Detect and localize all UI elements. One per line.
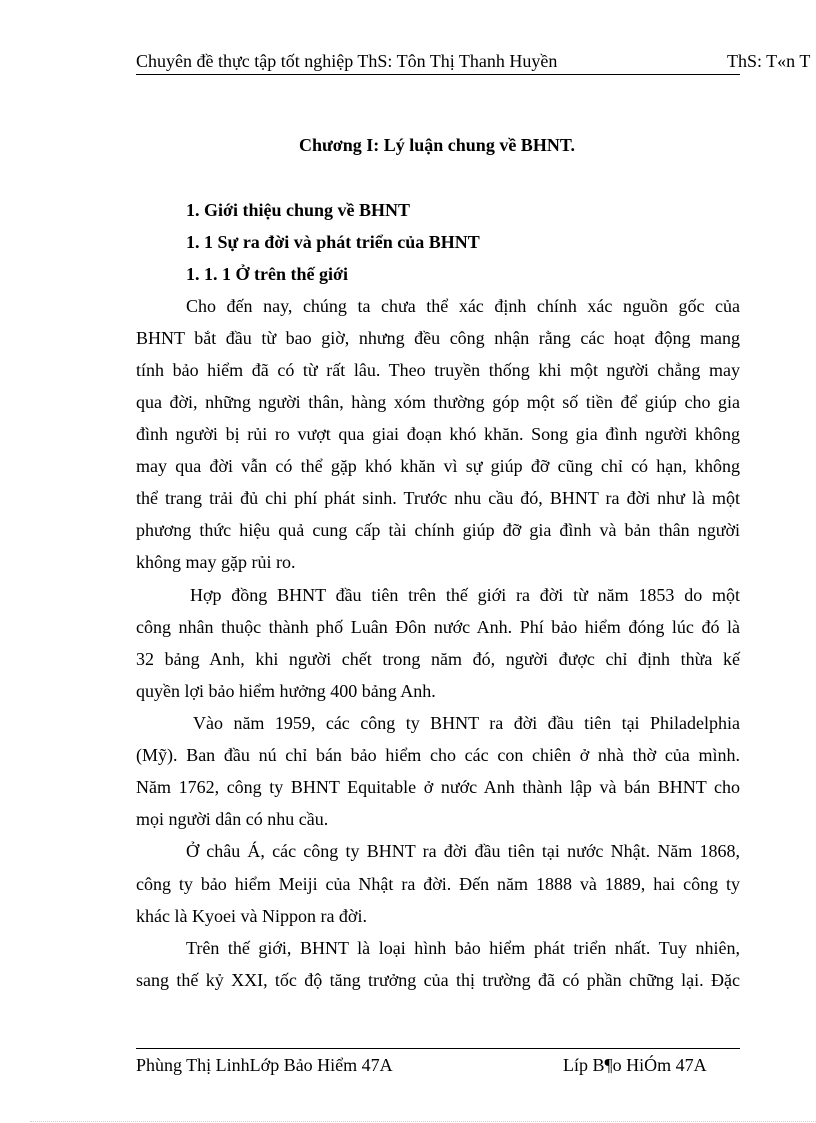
body-line: đình người bị rủi ro vượt qua giai đoạn khó khăn. Song gia đình người không bbox=[136, 424, 740, 444]
body-line: Năm 1762, công ty BHNT Equitable ở nước Anh thành lập và bán BHNT cho bbox=[136, 777, 740, 797]
body-line: mọi người dân có nhu cầu. bbox=[136, 809, 329, 829]
chapter-title: Chương I: Lý luận chung về BHNT. bbox=[298, 135, 575, 155]
body-line: (Mỹ). Ban đầu nú chỉ bán bảo hiểm cho các con chiên ở nhà thờ của mình. bbox=[136, 745, 740, 765]
body-line: Trên thế giới, BHNT là loại hình bảo hiểm phát triển nhất. Tuy nhiên, bbox=[186, 938, 740, 958]
body-line: Cho đến nay, chúng ta chưa thể xác định chính xác nguồn gốc của bbox=[186, 296, 740, 316]
body-line: tính bảo hiểm đã có từ rất lâu. Theo truyền thống khi một người chẳng may bbox=[136, 360, 740, 380]
subsubsection-heading: 1. 1. 1 Ở trên thế giới bbox=[186, 264, 348, 284]
body-line: may qua đời vẫn có thể gặp khó khăn vì sự giúp đỡ cũng chỉ có hạn, không bbox=[136, 456, 740, 476]
body-line: Vào năm 1959, các công ty BHNT ra đời đầu tiên tại Philadelphia bbox=[193, 713, 740, 733]
body-line: công nhân thuộc thành phố Luân Đôn nước Anh. Phí bảo hiểm đóng lúc đó là bbox=[136, 617, 740, 637]
body-line: không may gặp rủi ro. bbox=[136, 552, 296, 572]
header-divider bbox=[136, 74, 740, 75]
body-line: BHNT bắt đầu từ bao giờ, nhưng đều công nhận rằng các hoạt động mang bbox=[136, 328, 740, 348]
body-line: 32 bảng Anh, khi người chết trong năm đó, người được chỉ định thừa kế bbox=[136, 649, 740, 669]
body-line: thể trang trải đủ chi phí phát sinh. Trước nhu cầu đó, BHNT ra đời như là một bbox=[136, 488, 740, 508]
subsection-heading: 1. 1 Sự ra đời và phát triển của BHNT bbox=[186, 232, 480, 252]
body-line: khác là Kyoei và Nippon ra đời. bbox=[136, 906, 367, 926]
section-heading: 1. Giới thiệu chung về BHNT bbox=[186, 200, 410, 220]
footer-divider bbox=[136, 1048, 740, 1049]
body-line: quyền lợi bảo hiểm hưởng 400 bảng Anh. bbox=[136, 681, 436, 701]
body-line: qua đời, những người thân, hàng xóm thường góp một số tiền để giúp cho gia bbox=[136, 392, 740, 412]
header-right: ThS: T«n T bbox=[727, 51, 811, 71]
body-line: Ở châu Á, các công ty BHNT ra đời đầu tiên tại nước Nhật. Năm 1868, bbox=[186, 841, 740, 861]
body-line: công ty bảo hiểm Meiji của Nhật ra đời. Đến năm 1888 và 1889, hai công ty bbox=[136, 874, 740, 894]
body-line: sang thế kỷ XXI, tốc độ tăng trưởng của thị trường đã có phần chững lại. Đặc bbox=[136, 970, 740, 990]
header-left: Chuyên đề thực tập tốt nghiệp ThS: Tôn Thị Thanh Huyền bbox=[136, 51, 558, 71]
footer-right: Líp B¶o HiÓm 47A bbox=[563, 1055, 707, 1075]
body-line: Hợp đồng BHNT đầu tiên trên thế giới ra đời từ năm 1853 do một bbox=[190, 585, 740, 605]
page-edge-divider bbox=[30, 1121, 816, 1122]
footer-left: Phùng Thị LinhLớp Bảo Hiểm 47A bbox=[136, 1055, 393, 1075]
body-line: phương thức hiệu quả cung cấp tài chính giúp đỡ gia đình và bản thân người bbox=[136, 520, 740, 540]
